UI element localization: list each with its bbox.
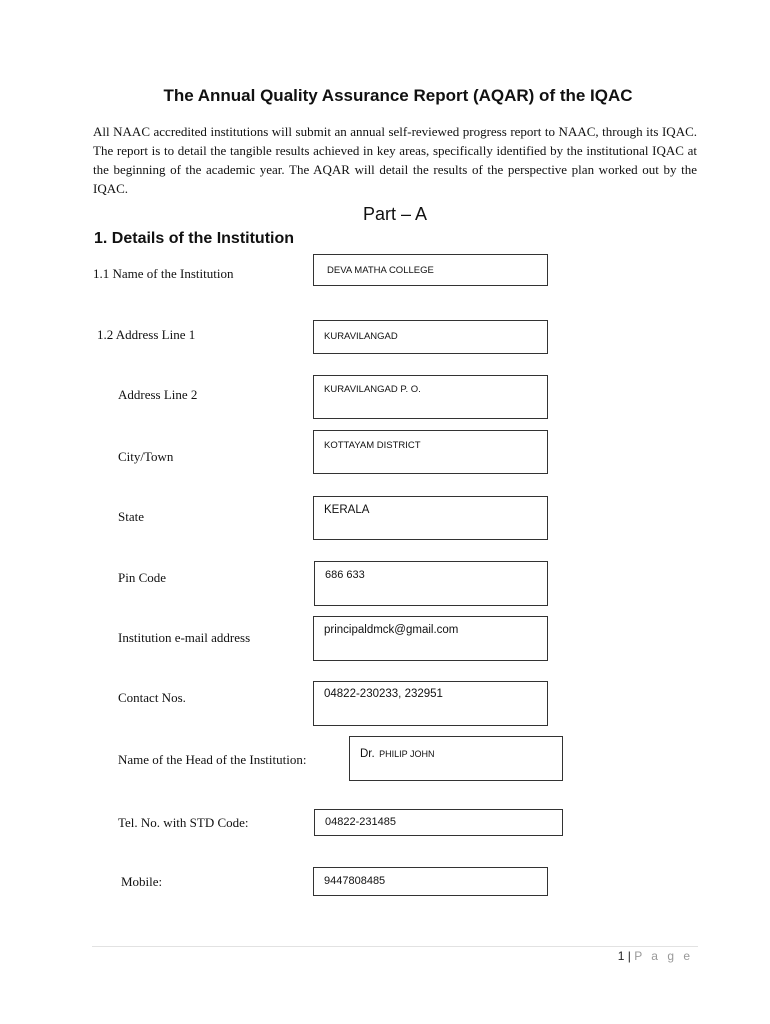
tel-field[interactable] — [314, 809, 563, 836]
mobile-value: 9447808485 — [324, 875, 386, 887]
mobile-label: Mobile: — [121, 874, 163, 889]
contact-field[interactable] — [313, 681, 548, 726]
contact-value: 04822-230233, 232951 — [324, 688, 443, 700]
document-title: The Annual Quality Assurance Report (AQAR) of the IQAC — [163, 86, 633, 105]
institution-name-label: 1.1 Name of the Institution — [93, 266, 234, 281]
tel-label: Tel. No. with STD Code: — [118, 815, 249, 830]
head-label: Name of the Head of the Institution: — [118, 752, 307, 767]
page-word: P a g e — [634, 949, 693, 963]
institution-name-value: DEVA MATHA COLLEGE — [327, 265, 434, 276]
city-value: KOTTAYAM DISTRICT — [324, 440, 421, 451]
state-value: KERALA — [324, 504, 370, 516]
head-name-value: PHILIP JOHN — [379, 749, 435, 759]
page-separator: | — [627, 949, 631, 963]
city-label: City/Town — [118, 449, 174, 464]
email-field[interactable] — [313, 616, 548, 661]
city-field[interactable] — [313, 430, 548, 474]
pin-code-value: 686 633 — [325, 569, 365, 581]
section-heading: 1. Details of the Institution — [94, 230, 295, 247]
address-line1-value: KURAVILANGAD — [324, 331, 398, 342]
pin-code-field[interactable] — [314, 561, 548, 606]
institution-name-field[interactable] — [313, 254, 548, 286]
page-number-value: 1 — [617, 949, 625, 963]
address-line2-field[interactable] — [313, 375, 548, 419]
state-field[interactable] — [313, 496, 548, 540]
page-number — [600, 949, 693, 963]
email-value: principaldmck@gmail.com — [324, 624, 459, 636]
contact-label: Contact Nos. — [118, 690, 186, 705]
address-line1-field[interactable] — [313, 320, 548, 354]
footer-divider — [92, 946, 698, 947]
state-label: State — [118, 509, 144, 524]
mobile-field[interactable] — [313, 867, 548, 896]
address-line2-label: Address Line 2 — [118, 387, 198, 402]
pin-code-label: Pin Code — [118, 570, 167, 585]
address-line2-value: KURAVILANGAD P. O. — [324, 384, 421, 395]
email-label: Institution e-mail address — [118, 630, 251, 645]
intro-paragraph: All NAAC accredited institutions will submit an annual self-reviewed progress report to NAAC, through its IQAC. The report is to detail the tangible results achieved in key areas, specifically identified by the institutional IQAC at the beginning of the academic year. The AQAR will detail the results of the perspective plan worked out by the IQAC. — [93, 124, 697, 196]
address-line1-label: 1.2 Address Line 1 — [97, 327, 196, 342]
head-title-value: Dr. — [360, 748, 375, 760]
head-field[interactable] — [349, 736, 563, 781]
tel-value: 04822-231485 — [325, 816, 396, 828]
part-heading: Part – A — [362, 204, 428, 224]
